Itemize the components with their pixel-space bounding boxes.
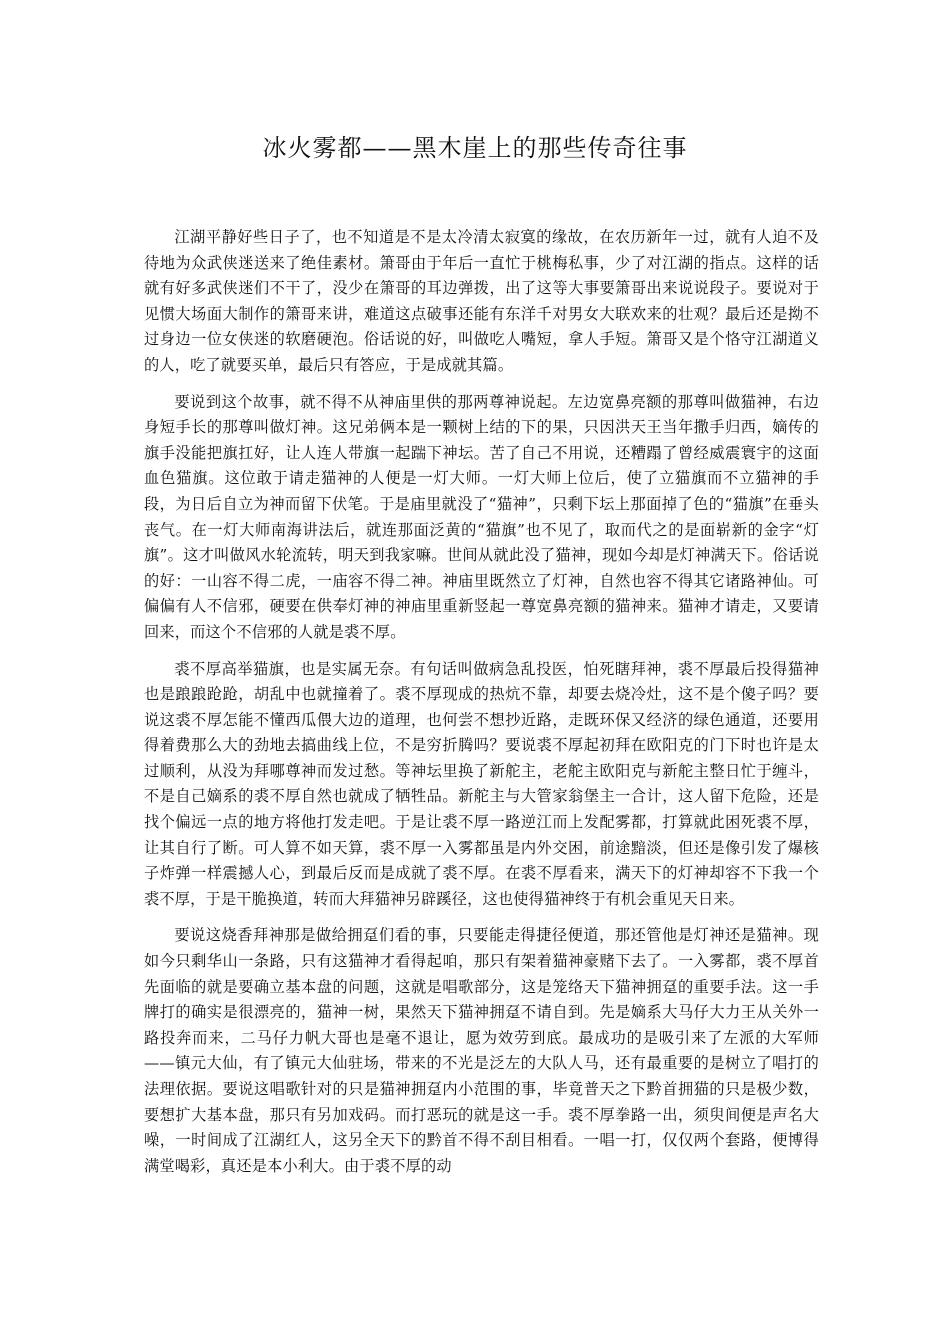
paragraph-4: 要说这烧香拜神那是做给拥趸们看的事，只要能走得捷径便道，那还管他是灯神还是猫神。现如今只剩华山一条路，只有这猫神才看得起咱，那只有架着猫神豪赌下去了。一入雾都，裘不厚首先面临的就是要确立基本盘的问题，这就是唱歌部分，这是笼络天下猫神拥趸的重要手法。这一手牌打的确实是很漂亮的，猫神一树，果然天下猫神拥趸不请自到。先是嫡系大马仔大力王从关外一路投奔而来，二马仔力帆大哥也是毫不退让，愿为效劳到底。最成功的是吸引来了左派的大军师——镇元大仙，有了镇元大仙驻场，带来的不光是泛左的大队人马，还有最重要的是树立了唱打的法理依据。要说这唱歌针对的只是猫神拥趸内小范围的事，毕竟普天之下黔首拥猫的只是极少数，要想扩大基本盘，那只有另加戏码。而打恶玩的就是这一手。裘不厚拳路一出，须臾间便是声名大噪，一时间成了江湖红人，这另全天下的黔首不得不刮目相看。一唱一打，仅仅两个套路，便博得满堂喝彩，真还是本小利大。由于裘不厚的动: [144, 926, 819, 1175]
paragraph-2: 要说到这个故事，就不得不从神庙里供的那两尊神说起。左边宽鼻亮额的那尊叫做猫神，右边身短手长的那尊叫做灯神。这兄弟俩本是一颗树上结的下的果，只因洪天王当年撒手归西，嫡传的旗手没能把旗扛好，让人连人带旗一起踹下神坛。苦了自己不用说，还糟蹋了曾经威震寰宇的这面血色猫旗。这位敢于请走猫神的人便是一灯大师。一灯大师上位后，使了立猫旗而不立猫神的手段，为日后自立为神而留下伏笔。于是庙里就没了“猫神”，只剩下坛上那面掉了色的“猫旗”在垂头丧气。在一灯大师南海讲法后，就连那面泛黄的“猫旗”也不见了，取而代之的是面崭新的金字“灯旗”。这才叫做风水轮流转，明天到我家嘛。世间从就此没了猫神，现如今却是灯神满天下。俗话说的好：一山容不得二虎，一庙容不得二神。神庙里既然立了灯神，自然也容不得其它诸路神仙。可偏偏有人不信邪，硬要在供奉灯神的神庙里重新竖起一尊宽鼻亮额的猫神来。猫神才请走，又要请回来，而这个不信邪的人就是裘不厚。: [144, 392, 819, 641]
document-body: [144, 225, 819, 1190]
paragraph-1: 江湖平静好些日子了，也不知道是不是太冷清太寂寞的缘故，在农历新年一过，就有人迫不及待地为众武侠迷送来了绝佳素材。箫哥由于年后一直忙于桃梅私事，少了对江湖的指点。这样的话就有好多武侠迷们不干了，没少在箫哥的耳边弹拨，出了这等大事要箫哥出来说说段子。要说对于见惯大场面大制作的箫哥来讲，难道这点破事还能有东洋千对男女大联欢来的壮观？最后还是拗不过身边一位女侠迷的软磨硬泡。俗话说的好，叫做吃人嘴短，拿人手短。箫哥又是个恪守江湖道义的人，吃了就要买单，最后只有答应，于是成就其篇。: [144, 228, 819, 374]
document-title: 冰火雾都——黑木崖上的那些传奇往事: [262, 134, 688, 162]
paragraph-3: 裘不厚高举猫旗，也是实属无奈。有句话叫做病急乱投医，怕死瞎拜神，裘不厚最后投得猫神也是踉踉跄跄，胡乱中也就撞着了。裘不厚现成的热炕不靠，却要去烧冷灶，这不是个傻子吗？要说这裘不厚怎能不懂西瓜偎大边的道理，也何尝不想抄近路，走既环保又经济的绿色通道，还要用得着费那么大的劲地去搞曲线上位，不是穷折腾吗？要说裘不厚起初拜在欧阳克的门下时也许是太过顺利，从没为拜哪尊神而发过愁。等神坛里换了新舵主，老舵主欧阳克与新舵主整日忙于缠斗，不是自己嫡系的裘不厚自然也就成了牺牲品。新舵主与大管家翁堡主一合计，这人留下危险，还是找个偏远一点的地方将他打发走吧。于是让裘不厚一路逆江而上发配雾都，打算就此困死裘不厚，让其自行了断。可人算不如天算，裘不厚一入雾都虽是内外交困，前途黯淡，但还是像引发了爆核子炸弹一样震撼人心，到最后反而是成就了裘不厚。在裘不厚看来，满天下的灯神却容不下我一个裘不厚，于是干脆换道，转而大拜猫神另辟蹊径，这也使得猫神终于有机会重见天日来。: [144, 659, 819, 908]
